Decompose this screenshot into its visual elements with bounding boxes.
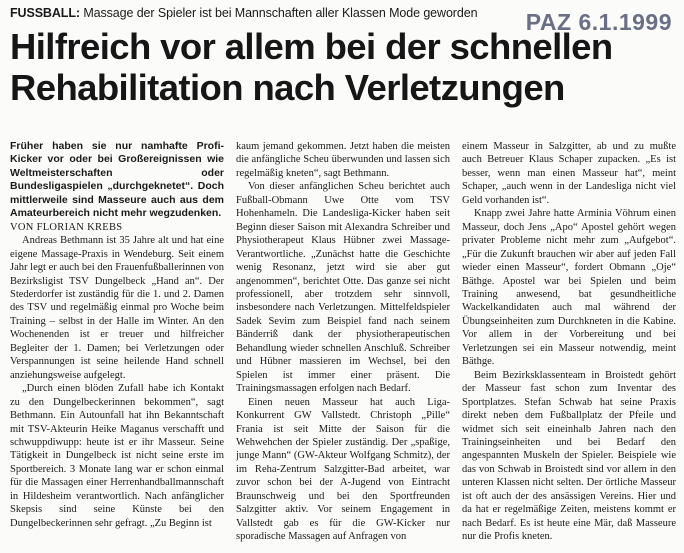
kicker-label: FUSSBALL: (10, 6, 80, 20)
byline-author: VON FLORIAN KREBS (10, 221, 123, 233)
column-2 (236, 140, 450, 549)
paragraph: Andreas Bethmann ist 35 Jahre alt und hat eine eigene Massage-Praxis in Wendeburg. Seit einem Jahr legt er auch bei den Frauenfußballerinnen von Bezirksligist TSV Dungelbeck „Hand an“. Der Stederdorfer ist zuständig für die 1. und 2. Damen des TSV und regelmäßig einmal pro Woche beim Training – selbst in der Halle im Winter. An den Wochenenden ist er treuer und hilfreicher Begleiter der 1. Damen; bei Verletzungen oder Verspannungen ist seine heilende Hand schnell anziehungsweise aufgelegt. (10, 235, 224, 381)
paragraph: einem Masseur in Salzgitter, ab und zu mußte auch Betreuer Klaus Schaper zupacken. „Es ist besser, wenn man einen Masseur hat“, meint Schaper, „auch wenn in der Landesliga nicht viel Geld vorhanden ist“. (462, 141, 676, 206)
article-body (10, 140, 674, 549)
paragraph: „Durch einen blöden Zufall habe ich Kontakt zu den Dungelbeckerinnen bekommen“, sagt Bethmann. Ein Autounfall hat ihn Bekanntschaft mit TSV-Akteurin Heike Maganus verschafft und schwuppdiwupp: heute ist er ihr Masseur. Seine Tätigkeit in Dungelbeck ist nicht seine erste im Sportbereich. 3 Monate lang war er schon einmal für die Massagen einer Herrenhandballmannschaft in Hildesheim verantwortlich. Nach anfänglicher Skepsis sind seine Künste bei den Dungelbeckerinnen sehr gefragt. „Zu Beginn ist (10, 383, 224, 529)
paragraph: Einen neuen Masseur hat auch Liga-Konkurrent GW Vallstedt. Christoph „Pille“ Frania ist seit Mitte der Saison für die Wehwehchen der Spieler zuständig. Der „spaßige, junge Mann“ (GW-Akteur Wolfgang Schmitz), der im Reha-Zentrum Salzgitter-Bad arbeitet, war zuvor schon bei der A-Jugend von Eintracht Braunschweig und bei den Sportfreunden Salzgitter aktiv. Vor seinem Engagement in Vallstedt gab es für die GW-Kicker nur sporadische Massagen auf Anfragen von (236, 396, 450, 543)
paragraph: Beim Bezirksklassenteam in Broistedt gehört der Masseur fast schon zum Inventar des Sportplatzes. Stefan Schwab hat seine Praxis direkt neben dem Fußballplatz der Pfeile und widmet sich seit eineinhalb Jahren nach den Trainingseinheiten und bei Bedarf den angespannten Muskeln der Spieler. Beispiele wie das von Schwab in Broistedt sind vor allem in den unteren Klassen nicht selten. Der örtliche Masseur ist oft auch der des ansässigen Vereins. Hier und da hat er regelmäßige Zeiten, meistens kommt er nach Bedarf. Es ist heute eine Mär, daß Masseure nur die Profis kneten. (462, 369, 676, 543)
date-stamp: PAZ 6.1.1999 (525, 9, 672, 35)
column-3 (462, 140, 676, 549)
headline-line-1: Hilfreich vor allem bei der schnellen (10, 26, 613, 67)
paragraph: Von dieser anfänglichen Scheu berichtet auch Fußball-Obmann Uwe Otte vom TSV Hohenhameln. Die Landesliga-Kicker haben seit Beginn dieser Saison mit Alexandra Schreiber und Physiotherapeut Klaus Hübner zwei Massage-Verantwortliche. „Zunächst hatte die Geschichte wenig Resonanz, jetzt wird sie aber gut angenommen“, berichtet Otte. Das ganze sei nicht professionell, aber trotzdem sehr sinnvoll, insbesondere nach Verletzungen. Mittelfeldspieler Sadek Sevim zum Beispiel fand nach seinem Bänderriß dank der physiotherapeutischen Behandlung wieder schnellen Anschluß. Schreiber und Hübner massieren im Wechsel, bei den Spielen ist immer einer präsent. Die Trainingsmassagen erfolgen nach Bedarf. (236, 181, 450, 395)
column-1 (10, 140, 224, 549)
byline (10, 221, 224, 234)
headline-line-2: Rehabilitation nach Verletzungen (10, 67, 565, 108)
kicker-text: Massage der Spieler ist bei Mannschaften aller Klassen Mode geworden (83, 6, 478, 20)
headline (10, 26, 674, 108)
paragraph: kaum jemand gekommen. Jetzt haben die meisten die anfängliche Scheu überwunden und lassen sich regelmäßig kneten“, sagt Bethmann. (236, 141, 450, 179)
teaser: Früher haben sie nur namhafte Profi-Kicker vor oder bei Großereignissen wie Weltmeisterschaften oder Bundesligaspielen „durchgeknetet“. Doch mittlerweile sind Masseure auch aus dem Amateurbereich nicht mehr wegzudenken. (10, 140, 224, 220)
paragraph: Knapp zwei Jahre hatte Arminia Vöhrum einen Masseur, doch Jens „Apo“ Apostel gehört wegen privater Probleme nicht mehr zum „Aufgebot“. „Für die Zukunft brauchen wir aber auf jeden Fall wieder einen Masseur“, fordert Obmann „Oje“ Bäthge. Apostel war bei Spielen und beim Training anwesend, bat gesundheitliche Wackelkandidaten auch mal während der Übungseinheiten zum Durchkneten in die Kabine. Vor allem in der Vorbereitung und bei Verletzungen sei ein Masseur notwendig, meint Bäthge. (462, 208, 676, 368)
